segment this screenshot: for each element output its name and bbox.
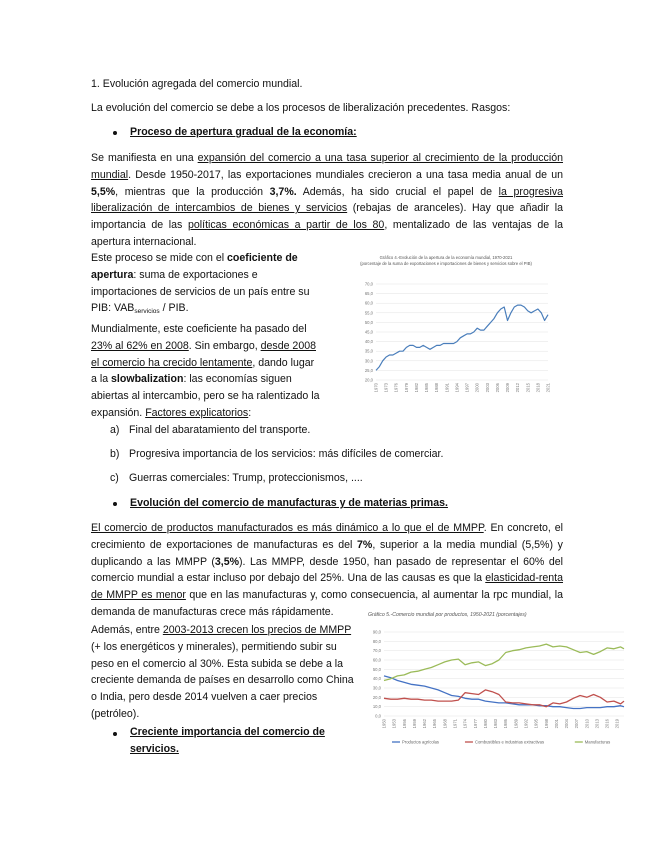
x-tick-label: 2018 (535, 383, 541, 393)
productos-line-chart (362, 610, 634, 758)
x-tick-label: 1982 (413, 383, 419, 393)
x-tick-label: 1970 (373, 383, 379, 393)
series-line-combustibles-e-industrias-extractivas (384, 690, 624, 707)
x-tick-label: 1965 (432, 719, 438, 729)
y-tick-label: 25,0 (364, 367, 373, 373)
x-tick-label: 2010 (584, 719, 590, 729)
legend-label: Combustibles e industrias extractivas (474, 739, 545, 745)
legend-label: Productos agrícolas (402, 739, 440, 745)
y-tick-label: 0,0 (375, 713, 381, 719)
x-tick-label: 2003 (484, 383, 490, 393)
intro-paragraph: La evolución del comercio se debe a los procesos de liberalización precedentes. Rasgos: (91, 102, 511, 114)
y-tick-label: 35,0 (364, 348, 373, 354)
x-tick-label: 1989 (513, 719, 519, 729)
x-tick-label: 2000 (474, 383, 480, 393)
x-tick-label: 2013 (594, 719, 600, 729)
chart-title-line2: (porcentaje de la suma de exportaciones e importaciones de bienes y servicios sobre el PIB) (360, 261, 532, 266)
x-tick-label: 1988 (434, 383, 440, 393)
x-tick-label: 1962 (422, 719, 428, 729)
x-tick-label: 1959 (411, 719, 417, 729)
paragraph-manufacturas: El comercio de productos manufacturados es más dinámico a lo que el de MMPP. En concreto, el crecimiento de exportaciones de manufacturas es del 7%, superior a la media mundial (5,5%) y duplicando a las MMPP (3,5%). Las MMPP, desde 1950, han pasado de representar el 60% del comercio mundial a estar incluso por debajo del 25%. Una de las causas es que la elasticidad-renta de MMPP es menor que en las manufacturas y, como consecuencia, al aumentar la rpc mundial, la demanda de manufacturas crece más rápidamente. (91, 522, 564, 618)
bullet-manufacturas: Evolución del comercio de manufacturas y de materias primas. (130, 497, 448, 509)
x-tick-label: 2006 (494, 383, 500, 393)
x-tick-label: 1979 (403, 383, 409, 393)
x-tick-label: 2016 (604, 719, 610, 729)
paragraph-mmpp: Además, entre 2003-2013 crecen los precios de MMPP (+ los energéticos y minerales), permitiendo subir su peso en el comercio al 30%. Esta subida se debe a la creciente demanda de países en desarrollo como China o India, pero desde 2014 vuelven a caer precios (petróleo). (91, 624, 354, 720)
bullet-dot (113, 732, 117, 736)
x-tick-label: 1986 (503, 719, 509, 729)
x-tick-label: 2012 (515, 383, 521, 393)
series-line-manufacturas (384, 644, 624, 680)
x-tick-label: 1956 (401, 719, 407, 729)
y-tick-label: 30,0 (364, 358, 373, 364)
bullet-dot (113, 131, 117, 135)
x-tick-label: 1974 (462, 719, 468, 729)
y-tick-label: 10,0 (372, 704, 381, 710)
x-tick-label: 1991 (444, 383, 450, 393)
factor-item: Guerras comerciales: Trump, proteccionismos, .... (129, 472, 363, 484)
factor-marker: c) (110, 472, 119, 484)
factor-marker: b) (110, 448, 120, 460)
y-tick-label: 60,0 (364, 300, 373, 306)
x-tick-label: 1995 (533, 719, 539, 729)
x-tick-label: 2009 (505, 383, 511, 393)
paragraph-expansion: Se manifiesta en una expansión del comercio a una tasa superior al crecimiento de la producción mundial. Desde 1950-2017, las exportaciones mundiales crecieron a una tasa media anual de un 5,5%, mientras que la producción 3,7%. Además, ha sido crucial el papel de la progresiva liberalización de intercambios de bienes y servicios (rebajas de aranceles). Hay que añadir la importancia de las políticas económicas a partir de los 80, mentalizado de las ventajas de la apertura internacional. (91, 152, 564, 248)
x-tick-label: 1992 (523, 719, 529, 729)
x-tick-label: 2015 (525, 383, 531, 393)
paragraph-slowbalization: Mundialmente, este coeficiente ha pasado del 23% al 62% en 2008. Sin embargo, desde 2008 el comercio ha crecido lentamente, dando lugar a la slowbalization: las economías siguen abiertas al intercambio, pero se ha ralentizado la expansión. Factores explicatorios: (91, 323, 320, 419)
y-tick-label: 45,0 (364, 329, 373, 335)
y-tick-label: 40,0 (364, 339, 373, 345)
y-tick-label: 70,0 (372, 648, 381, 654)
x-tick-label: 2001 (553, 719, 559, 729)
x-tick-label: 1980 (482, 719, 488, 729)
x-tick-label: 1971 (452, 719, 458, 729)
x-tick-label: 1994 (454, 383, 460, 393)
x-tick-label: 2021 (545, 383, 551, 393)
y-tick-label: 80,0 (372, 638, 381, 644)
y-tick-label: 55,0 (364, 310, 373, 316)
chart-title: Gráfico 5.-Comercio mundial por productos, 1950-2021 (porcentajes) (368, 612, 527, 618)
x-tick-label: 1973 (383, 383, 389, 393)
paragraph-coeficiente: Este proceso se mide con el coeficiente de apertura: suma de exportaciones e importaciones de servicios de un país entre su PIB: $VAB_{servicios}$ / PIB. (91, 252, 310, 316)
series-line-productos-agr-colas (384, 676, 624, 709)
x-tick-label: 2004 (564, 719, 570, 729)
legend-label: Manufacturas (584, 739, 611, 745)
x-tick-label: 1953 (391, 719, 397, 729)
x-tick-label: 1976 (393, 383, 399, 393)
factor-item: Final del abaratamiento del transporte. (129, 424, 311, 436)
y-tick-label: 60,0 (372, 657, 381, 663)
bullet-servicios: Creciente importancia del comercio de servicios. (130, 726, 325, 755)
x-tick-label: 1977 (472, 719, 478, 729)
y-tick-label: 90,0 (372, 629, 381, 635)
bullet-apertura: Proceso de apertura gradual de la economía: (130, 126, 357, 138)
x-tick-label: 1998 (543, 719, 549, 729)
y-tick-label: 30,0 (372, 685, 381, 691)
factor-marker: a) (110, 424, 120, 436)
section-heading: 1. Evolución agregada del comercio mundial. (91, 78, 303, 90)
x-tick-label: 1950 (381, 719, 387, 729)
x-tick-label: 1997 (464, 383, 470, 393)
chart-title-line1: Gráfico 4.-Evolución de la apertura de la economía mundial, 1970-2021 (379, 255, 513, 260)
factor-item: Progresiva importancia de los servicios: más difíciles de comerciar. (129, 448, 444, 460)
apertura-line-chart (326, 252, 566, 412)
bullet-dot (113, 502, 117, 506)
x-tick-label: 1983 (493, 719, 499, 729)
y-tick-label: 50,0 (372, 666, 381, 672)
y-tick-label: 20,0 (372, 694, 381, 700)
x-tick-label: 2019 (614, 719, 620, 729)
y-tick-label: 20,0 (364, 377, 373, 383)
y-tick-label: 70,0 (364, 281, 373, 287)
y-tick-label: 65,0 (364, 291, 373, 297)
y-tick-label: 40,0 (372, 676, 381, 682)
x-tick-label: 2007 (574, 719, 580, 729)
x-tick-label: 1985 (424, 383, 430, 393)
y-tick-label: 50,0 (364, 319, 373, 325)
x-tick-label: 1968 (442, 719, 448, 729)
